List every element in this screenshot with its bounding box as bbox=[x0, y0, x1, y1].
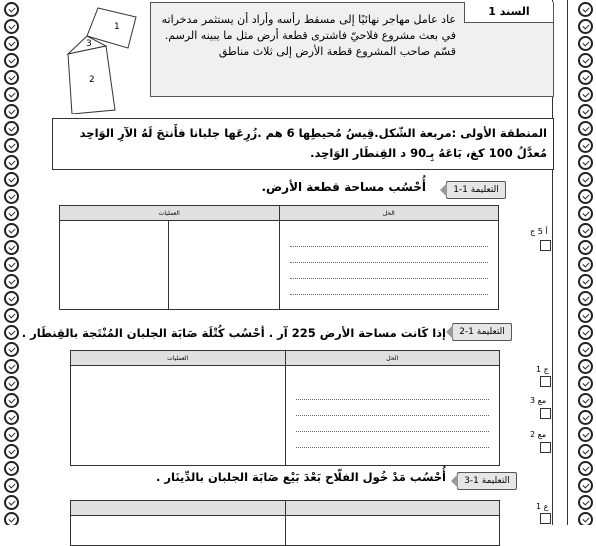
task-question-1-1: أُحْسُب مساحة قطعة الأرض. bbox=[261, 180, 426, 194]
ring-ornament-icon bbox=[4, 2, 19, 17]
zone1-text: المنطقة الأولى :مربعة الشّكل.قِيسُ مُحيطِها 6 هم .زُرِعَها جلبانا فأَنتجَ لَهُ الآرِ الوَاحِد مُعدَّلُ 100 كغ، بَاعَهُ بِـ90 د القِنطَار الوَاحِد. bbox=[79, 126, 547, 160]
ring-ornament-icon bbox=[578, 512, 593, 525]
figure-label-2: 2 bbox=[89, 75, 95, 85]
ring-ornament-icon bbox=[578, 274, 593, 289]
task-question-1-3: أُحْسُب مَدْ خُول الفلّاح بَعْدَ بَيْع صَابَة الجلبان بالدِّينَار . bbox=[156, 470, 446, 484]
grade-mark: ع 1 bbox=[536, 502, 549, 511]
col-solution: الحل bbox=[285, 351, 500, 366]
margin-line-inner bbox=[567, 0, 568, 525]
ring-ornament-icon bbox=[578, 121, 593, 136]
document-paragraph-2: قسّم صاحب المشروع قطعة الأرض إلى ثلاث مناطق bbox=[218, 45, 456, 58]
ring-ornament-icon bbox=[578, 53, 593, 68]
ring-ornament-icon bbox=[578, 342, 593, 357]
grade-box[interactable] bbox=[540, 408, 551, 419]
ring-ornament-icon bbox=[4, 104, 19, 119]
ring-ornament-icon bbox=[4, 512, 19, 525]
ring-ornament-icon bbox=[4, 36, 19, 51]
ring-ornament-icon bbox=[4, 53, 19, 68]
operations-cell[interactable] bbox=[71, 366, 286, 466]
ring-ornament-icon bbox=[578, 376, 593, 391]
ring-ornament-icon bbox=[4, 427, 19, 442]
ring-ornament-icon bbox=[4, 172, 19, 187]
ring-ornament-icon bbox=[578, 36, 593, 51]
col-solution: الحل bbox=[279, 206, 499, 221]
task-question-1-2: إذا كَانت مساحة الأرض 225 آر . أحْسُب كُتْلَة صَابَة الجلبان المُنْتَجة بالقِنطَار . bbox=[21, 326, 446, 340]
ring-ornament-icon bbox=[4, 87, 19, 102]
ring-ornament-icon bbox=[578, 359, 593, 374]
right-decorative-border bbox=[574, 0, 596, 525]
ring-ornament-icon bbox=[578, 104, 593, 119]
ring-ornament-icon bbox=[4, 121, 19, 136]
ring-ornament-icon bbox=[578, 444, 593, 459]
operations-cell[interactable] bbox=[71, 516, 286, 546]
document-label: السند 1 bbox=[464, 2, 553, 23]
task-tag-1-1: التعليمة 1-1 bbox=[446, 181, 506, 199]
grade-box[interactable] bbox=[540, 376, 551, 387]
ring-ornament-icon bbox=[4, 342, 19, 357]
operations-cell[interactable] bbox=[60, 221, 280, 310]
ring-ornament-icon bbox=[578, 240, 593, 255]
ring-ornament-icon bbox=[4, 291, 19, 306]
ring-ornament-icon bbox=[4, 189, 19, 204]
ring-ornament-icon bbox=[4, 223, 19, 238]
ring-ornament-icon bbox=[4, 70, 19, 85]
solution-cell[interactable] bbox=[285, 516, 500, 546]
col-operations: العمليات bbox=[60, 206, 280, 221]
ring-ornament-icon bbox=[578, 189, 593, 204]
ring-ornament-icon bbox=[578, 410, 593, 425]
ring-ornament-icon bbox=[578, 70, 593, 85]
ring-ornament-icon bbox=[4, 138, 19, 153]
zone1-box bbox=[52, 118, 554, 170]
ring-ornament-icon bbox=[4, 308, 19, 323]
ring-ornament-icon bbox=[578, 172, 593, 187]
solution-cell[interactable] bbox=[285, 366, 500, 466]
document-paragraph: عاد عامل مهاجر نهائيًا إلى مسقط رأسه وأراد أن يستثمر مدخراته في بعث مشروع فلاحيّ فاشترى قطعة أرض مثل ما يبينه الرسم. bbox=[161, 13, 456, 42]
ring-ornament-icon bbox=[578, 223, 593, 238]
figure-label-1: 1 bbox=[114, 22, 120, 32]
answer-table-1-1 bbox=[59, 205, 499, 310]
ring-ornament-icon bbox=[578, 308, 593, 323]
ring-ornament-icon bbox=[4, 359, 19, 374]
grade-box[interactable] bbox=[540, 442, 551, 453]
ring-ornament-icon bbox=[578, 291, 593, 306]
ring-ornament-icon bbox=[578, 155, 593, 170]
figure-label-3: 3 bbox=[86, 39, 92, 49]
task-tag-1-2: التعليمة 1-2 bbox=[452, 323, 512, 341]
answer-table-1-3 bbox=[70, 500, 500, 546]
ring-ornament-icon bbox=[578, 19, 593, 34]
col-operations bbox=[71, 501, 286, 516]
col-operations: العمليات bbox=[71, 351, 286, 366]
ring-ornament-icon bbox=[4, 325, 19, 340]
ring-ornament-icon bbox=[4, 155, 19, 170]
grade-mark: مع 2 bbox=[530, 430, 547, 439]
ring-ornament-icon bbox=[4, 376, 19, 391]
ring-ornament-icon bbox=[578, 325, 593, 340]
ring-ornament-icon bbox=[4, 206, 19, 221]
ring-ornament-icon bbox=[4, 240, 19, 255]
ring-ornament-icon bbox=[578, 257, 593, 272]
document-text bbox=[156, 12, 456, 60]
land-figure bbox=[58, 2, 150, 114]
ring-ornament-icon bbox=[4, 410, 19, 425]
ring-ornament-icon bbox=[578, 2, 593, 17]
ring-ornament-icon bbox=[4, 444, 19, 459]
ring-ornament-icon bbox=[4, 461, 19, 476]
ring-ornament-icon bbox=[4, 19, 19, 34]
solution-cell[interactable] bbox=[279, 221, 499, 310]
answer-table-1-2 bbox=[70, 350, 500, 466]
ring-ornament-icon bbox=[4, 274, 19, 289]
ring-ornament-icon bbox=[578, 478, 593, 493]
ring-ornament-icon bbox=[578, 495, 593, 510]
ring-ornament-icon bbox=[4, 478, 19, 493]
ring-ornament-icon bbox=[578, 461, 593, 476]
ring-ornament-icon bbox=[578, 206, 593, 221]
grade-mark: ج 1 bbox=[536, 365, 549, 374]
left-decorative-border bbox=[0, 0, 22, 525]
task-tag-1-3: التعليمة 1-3 bbox=[457, 472, 517, 490]
ring-ornament-icon bbox=[4, 257, 19, 272]
col-solution bbox=[285, 501, 500, 516]
grade-box[interactable] bbox=[540, 513, 551, 524]
ring-ornament-icon bbox=[4, 495, 19, 510]
grade-mark: مع 3 bbox=[530, 396, 547, 405]
ring-ornament-icon bbox=[4, 393, 19, 408]
ring-ornament-icon bbox=[578, 393, 593, 408]
ring-ornament-icon bbox=[578, 87, 593, 102]
ring-ornament-icon bbox=[578, 138, 593, 153]
ring-ornament-icon bbox=[578, 427, 593, 442]
grade-mark: أ 5 ج bbox=[530, 227, 548, 236]
grade-box[interactable] bbox=[540, 240, 551, 251]
